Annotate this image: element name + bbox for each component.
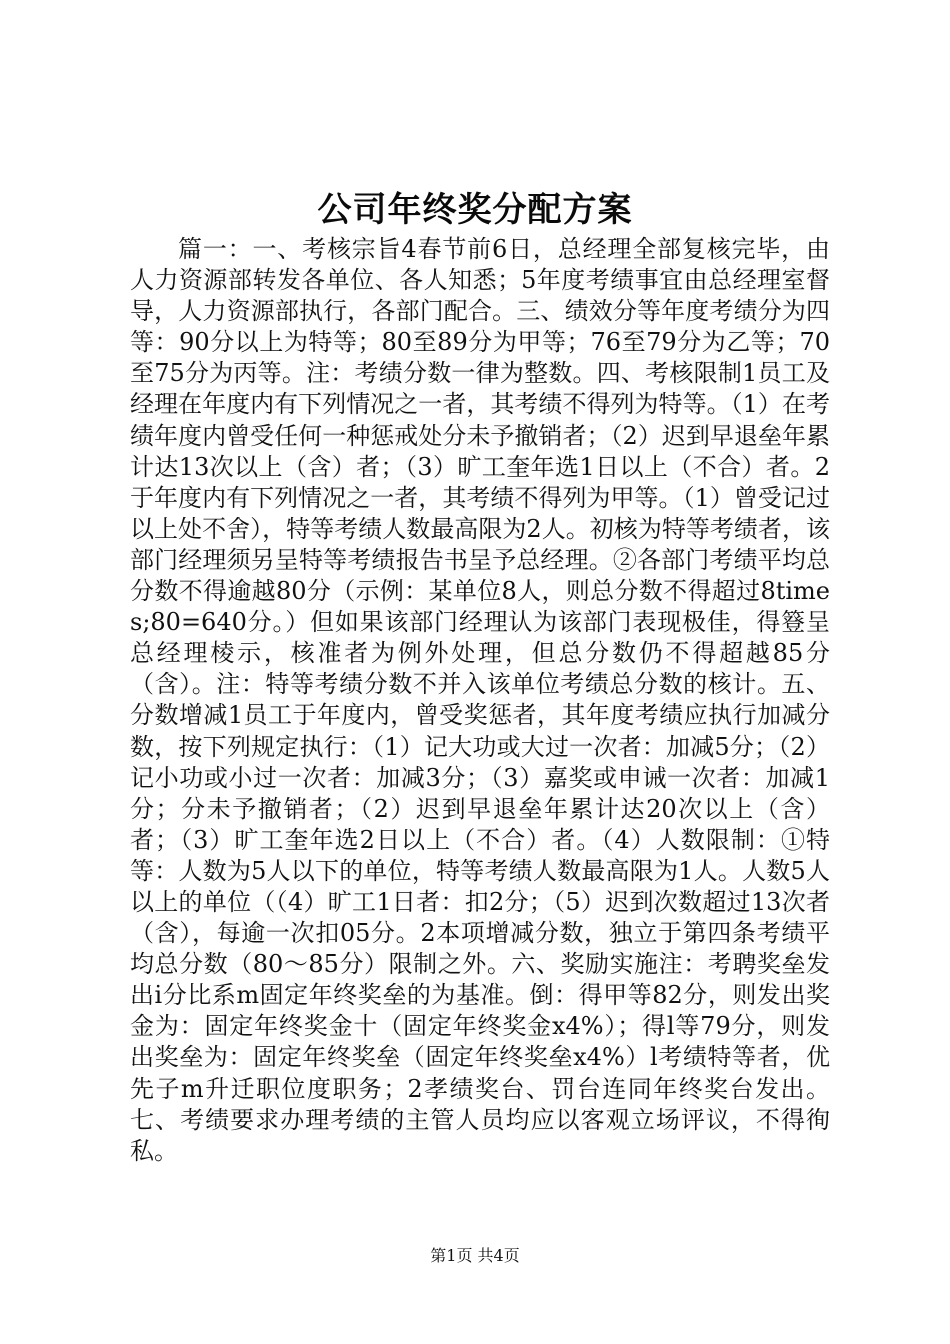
document-body: 篇一：一、考核宗旨4春节前6日，总经理全部复核完毕，由人力资源部转发各单位、各人知悉；5年度考绩事宜由总经理室督导，人力资源部执行，各部门配合。三、绩效分等年度考绩分为四等：90分以上为特等；80至89分为甲等；76至79分为乙等；70至75分为丙等。注：考绩分数一律为整数。四、考核限制1员工及经理在年度内有下列情况之一者，其考绩不得列为特等。（1）在考绩年度内曾受任何一种惩戒处分未予撤销者；（2）迟到早退垒年累计达13次以上（含）者；（3）旷工奎年选1日以上（不合）者。2于年度内有下列情况之一者，其考绩不得列为甲等。（1）曾受记过以上处不舍），特等考绩人数最高限为2人。初核为特等考绩者，该部门经理须另呈特等考绩报告书呈予总经理。②各部门考绩平均总分数不得逾越80分（示例：某单位8人，则总分数不得超过8times;80=640分。）但如果该部门经理认为该部门表现极佳，得簦呈总经理棱示，核准者为例外处理，但总分数仍不得超越85分（含）。注：特等考绩分数不并入该单位考绩总分数的核计。五、分数增减1员工于年度内，曾受奖惩者，其年度考绩应执行加减分数，按下列规定执行：（1）记大功或大过一次者：加减5分；（2）记小功或小过一次者：加减3分；（3）嘉奖或申诫一次者：加减1分；分未予撤销者；（2）迟到早退垒年累计达20次以上（含）者；（3）旷工奎年选2日以上（不合）者。（4）人数限制：①特等：人数为5人以下的单位，特等考绩人数最高限为1人。人数5人以上的单位（（4）旷工1日者：扣2分；（5）迟到次数超过13次者（含），每逾一次扣05分。2本项增减分数，独立于第四条考绩平均总分数（80～85分）限制之外。六、奖励实施注：考聘奖垒发出i分比系m固定年终奖垒的为基准。倒：得甲等82分，则发出奖金为：固定年终奖金十（固定年终奖金x4%）；得l等79分，则发出奖垒为：固定年终奖垒（固定年终奖垒x4%）l考绩特等者，优先子m升迁职位度职务；2孝绩奖台、罚台连同年终奖台发出。七、考绩要求办理考绩的主管人员均应以客观立场评议，不得徇私。 [130,235,830,1165]
page-footer: 第1页 共4页 [430,1246,520,1265]
document-title: 公司年终奖分配方案 [317,190,633,230]
